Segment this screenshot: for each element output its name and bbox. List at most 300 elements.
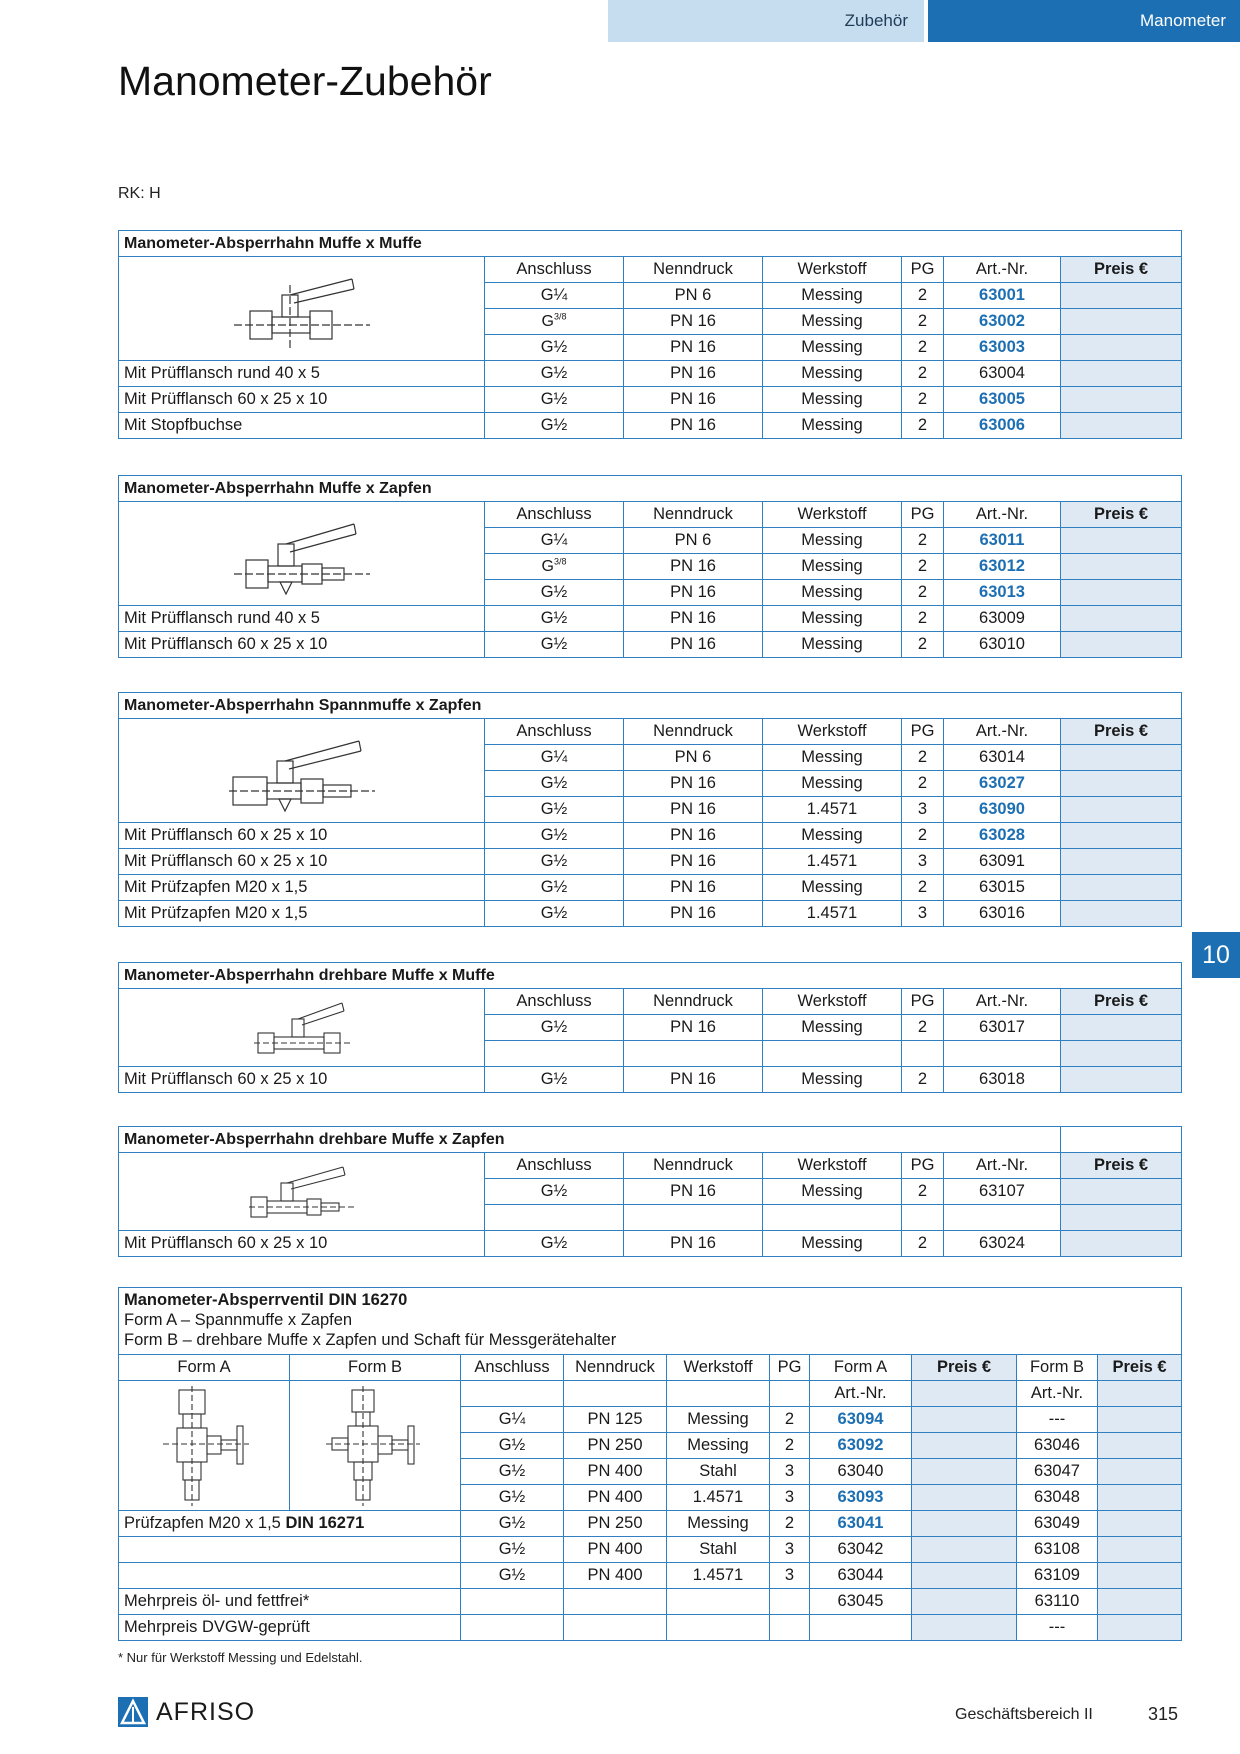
pg-cell: 2 [902, 335, 944, 361]
werkstoff-cell: Messing [763, 361, 902, 387]
col-header-nenndruck: Nenndruck [624, 719, 763, 745]
anschluss-cell: G½ [461, 1511, 564, 1537]
article-number-a-link[interactable]: 63094 [810, 1407, 912, 1433]
werkstoff-cell: 1.4571 [667, 1485, 770, 1511]
col-header-preis: Preis € [1061, 257, 1182, 283]
anschluss-cell [485, 554, 624, 580]
pruefzapfen-label: Prüfzapfen M20 x 1,5 [124, 1514, 286, 1532]
col-subheader-artnr-a: Art.-Nr. [810, 1381, 912, 1407]
col-header-artnr: Art.-Nr. [944, 502, 1061, 528]
empty-cell [770, 1381, 810, 1407]
article-number-link[interactable]: 63012 [944, 554, 1061, 580]
pg-cell: 2 [902, 580, 944, 606]
nenndruck-cell: PN 16 [624, 1067, 763, 1093]
anschluss-cell: G½ [485, 1015, 624, 1041]
afriso-logo [118, 1697, 255, 1727]
anschluss-cell: G¼ [485, 528, 624, 554]
valve-form-a-drawing-icon [149, 1386, 259, 1506]
form-b-description: Form B – drehbare Muffe x Zapfen und Schaft für Messgerätehalter [124, 1331, 617, 1349]
pg-cell: 2 [770, 1407, 810, 1433]
col-header-pg: PG [902, 1153, 944, 1179]
price-cell [1061, 606, 1182, 632]
price-cell [1061, 554, 1182, 580]
empty-cell [770, 1589, 810, 1615]
variant-label: Mit Prüfzapfen M20 x 1,5 [119, 901, 485, 927]
pg-cell: 2 [902, 283, 944, 309]
empty-cell [763, 1205, 902, 1231]
valve-drawing-icon [252, 995, 352, 1061]
anschluss-cell: G½ [485, 413, 624, 439]
nenndruck-cell: PN 16 [624, 849, 763, 875]
variant-label: Mit Stopfbuchse [119, 413, 485, 439]
section-header [119, 1288, 1182, 1355]
nenndruck-cell: PN 16 [624, 309, 763, 335]
col-header-werkstoff: Werkstoff [667, 1355, 770, 1381]
col-header-form-a: Form A [119, 1355, 290, 1381]
article-number-link[interactable]: 63013 [944, 580, 1061, 606]
table-row [119, 875, 1182, 901]
empty-cell [667, 1615, 770, 1641]
variant-label: Mit Prüfflansch rund 40 x 5 [119, 361, 485, 387]
variant-label [119, 1511, 461, 1537]
article-number-b: 63046 [1017, 1433, 1098, 1459]
pg-cell: 2 [902, 745, 944, 771]
empty-cell [944, 1205, 1061, 1231]
empty-cell [564, 1615, 667, 1641]
article-number-a-link[interactable]: 63092 [810, 1433, 912, 1459]
empty-cell [119, 1563, 461, 1589]
col-header-preis: Preis € [1061, 989, 1182, 1015]
article-number-b: 63048 [1017, 1485, 1098, 1511]
price-cell [1061, 849, 1182, 875]
pg-cell: 2 [902, 632, 944, 658]
pg-cell: 2 [902, 309, 944, 335]
anschluss-cell: G½ [485, 901, 624, 927]
variant-label: Mit Prüfflansch 60 x 25 x 10 [119, 632, 485, 658]
tab-manometer[interactable] [928, 0, 1240, 42]
col-header-nenndruck: Nenndruck [624, 257, 763, 283]
variant-label: Mit Prüfflansch 60 x 25 x 10 [119, 1067, 485, 1093]
article-number: 63014 [944, 745, 1061, 771]
anschluss-fraction: 3/8 [553, 556, 567, 567]
product-drawing [119, 257, 485, 361]
surcharge-label: Mehrpreis öl- und fettfrei* [119, 1589, 461, 1615]
col-header-artnr: Art.-Nr. [944, 989, 1061, 1015]
price-cell [912, 1485, 1017, 1511]
page-number: 315 [1148, 1704, 1179, 1724]
empty-cell [485, 1205, 624, 1231]
price-cell [1061, 335, 1182, 361]
price-cell [1061, 1205, 1182, 1231]
werkstoff-cell: Messing [763, 1067, 902, 1093]
price-cell [1098, 1589, 1182, 1615]
variant-label: Mit Prüfflansch rund 40 x 5 [119, 606, 485, 632]
price-cell [1061, 1041, 1182, 1067]
article-number: 63016 [944, 901, 1061, 927]
empty-cell [667, 1381, 770, 1407]
pg-cell: 2 [902, 413, 944, 439]
pg-cell: 2 [902, 823, 944, 849]
table-drehbare-muffe-x-zapfen [118, 1126, 1182, 1257]
werkstoff-cell: 1.4571 [763, 797, 902, 823]
price-cell [1098, 1485, 1182, 1511]
anschluss-cell: G½ [485, 797, 624, 823]
table-row [119, 387, 1182, 413]
section-title: Manometer-Absperrhahn drehbare Muffe x Zapfen [119, 1127, 1061, 1153]
anschluss-cell: G½ [485, 632, 624, 658]
pg-cell: 2 [902, 771, 944, 797]
price-cell [1098, 1381, 1182, 1407]
werkstoff-cell: Messing [763, 771, 902, 797]
article-number: 63009 [944, 606, 1061, 632]
empty-cell [944, 1041, 1061, 1067]
article-number-link[interactable]: 63005 [944, 387, 1061, 413]
nenndruck-cell: PN 250 [564, 1433, 667, 1459]
article-number-a: 63045 [810, 1589, 912, 1615]
empty-cell [461, 1589, 564, 1615]
price-cell [912, 1563, 1017, 1589]
col-header-artnr: Art.-Nr. [944, 257, 1061, 283]
price-cell [1061, 580, 1182, 606]
col-header-artnr: Art.-Nr. [944, 719, 1061, 745]
product-drawing [119, 719, 485, 823]
col-header-preis: Preis € [1061, 1153, 1182, 1179]
nenndruck-cell: PN 400 [564, 1459, 667, 1485]
valve-form-b-drawing-icon [320, 1386, 430, 1506]
article-number-link[interactable]: 63002 [944, 309, 1061, 335]
nenndruck-cell: PN 16 [624, 823, 763, 849]
werkstoff-cell: 1.4571 [763, 901, 902, 927]
anschluss-cell: G½ [461, 1485, 564, 1511]
price-cell [1098, 1511, 1182, 1537]
werkstoff-cell: Stahl [667, 1537, 770, 1563]
col-header-preis-a: Preis € [912, 1355, 1017, 1381]
nenndruck-cell: PN 16 [624, 580, 763, 606]
article-number-a: 63044 [810, 1563, 912, 1589]
empty-cell [902, 1041, 944, 1067]
pg-cell: 2 [902, 554, 944, 580]
anschluss-g: G [541, 313, 554, 331]
pg-cell: 3 [770, 1537, 810, 1563]
price-cell [1061, 528, 1182, 554]
nenndruck-cell: PN 16 [624, 361, 763, 387]
tab-zubehoer-label: Zubehör [844, 11, 908, 30]
article-number-b: 63049 [1017, 1511, 1098, 1537]
col-header-anschluss: Anschluss [461, 1355, 564, 1381]
article-number: 63017 [944, 1015, 1061, 1041]
nenndruck-cell: PN 400 [564, 1563, 667, 1589]
pg-cell: 3 [770, 1459, 810, 1485]
price-cell [1061, 1067, 1182, 1093]
empty-cell [564, 1381, 667, 1407]
col-header-werkstoff: Werkstoff [763, 1153, 902, 1179]
empty-cell [902, 1205, 944, 1231]
table-row [119, 606, 1182, 632]
nenndruck-cell: PN 16 [624, 606, 763, 632]
price-cell [1098, 1563, 1182, 1589]
pg-cell: 3 [902, 849, 944, 875]
anschluss-cell: G½ [485, 875, 624, 901]
article-number-b: --- [1017, 1407, 1098, 1433]
anschluss-cell [485, 309, 624, 335]
tab-manometer-label: Manometer [1140, 11, 1226, 30]
price-cell [1061, 1231, 1182, 1257]
col-header-nenndruck: Nenndruck [624, 989, 763, 1015]
price-cell [1061, 1179, 1182, 1205]
price-cell [1061, 361, 1182, 387]
anschluss-cell: G½ [485, 1067, 624, 1093]
col-header-preis: Preis € [1061, 719, 1182, 745]
col-header-nenndruck: Nenndruck [624, 1153, 763, 1179]
table-row [119, 361, 1182, 387]
nenndruck-cell: PN 16 [624, 1231, 763, 1257]
article-number-b: 63110 [1017, 1589, 1098, 1615]
article-number-b: 63109 [1017, 1563, 1098, 1589]
price-cell [1061, 1015, 1182, 1041]
table-row [119, 1563, 1182, 1589]
col-header-anschluss: Anschluss [485, 719, 624, 745]
price-cell [912, 1433, 1017, 1459]
article-number-b: 63108 [1017, 1537, 1098, 1563]
footer-division: Geschäftsbereich II [955, 1706, 1093, 1723]
anschluss-cell: G½ [485, 580, 624, 606]
col-header-anschluss: Anschluss [485, 502, 624, 528]
article-number: 63018 [944, 1067, 1061, 1093]
pg-cell: 3 [902, 901, 944, 927]
price-cell [1098, 1459, 1182, 1485]
col-header-pg: PG [902, 719, 944, 745]
pg-cell: 3 [902, 797, 944, 823]
article-number-link[interactable]: 63011 [944, 528, 1061, 554]
price-cell [1098, 1615, 1182, 1641]
pg-cell: 3 [770, 1485, 810, 1511]
anschluss-cell: G½ [461, 1459, 564, 1485]
nenndruck-cell: PN 6 [624, 528, 763, 554]
din-standard: DIN 16271 [285, 1514, 365, 1532]
empty-cell [810, 1615, 912, 1641]
werkstoff-cell: Messing [763, 606, 902, 632]
werkstoff-cell: Messing [763, 580, 902, 606]
nenndruck-cell: PN 16 [624, 875, 763, 901]
surcharge-label: Mehrpreis DVGW-geprüft [119, 1615, 461, 1641]
anschluss-cell: G½ [485, 771, 624, 797]
price-cell [1061, 823, 1182, 849]
pg-cell: 2 [902, 1179, 944, 1205]
nenndruck-cell: PN 6 [624, 745, 763, 771]
col-header-artnr: Art.-Nr. [944, 1153, 1061, 1179]
article-number-a-link[interactable]: 63041 [810, 1511, 912, 1537]
col-header-preis-b: Preis € [1098, 1355, 1182, 1381]
pg-cell: 2 [902, 875, 944, 901]
nenndruck-cell: PN 16 [624, 771, 763, 797]
anschluss-cell: G½ [485, 1179, 624, 1205]
form-a-description: Form A – Spannmuffe x Zapfen [124, 1311, 353, 1329]
pg-cell: 2 [902, 1067, 944, 1093]
anschluss-g38 [542, 313, 567, 330]
anschluss-cell: G½ [461, 1537, 564, 1563]
werkstoff-cell: Messing [763, 283, 902, 309]
col-header-preis: Preis € [1061, 502, 1182, 528]
product-drawing [119, 1153, 485, 1231]
empty-cell [564, 1589, 667, 1615]
price-cell [1061, 387, 1182, 413]
article-number-link[interactable]: 63006 [944, 413, 1061, 439]
pg-cell: 2 [770, 1511, 810, 1537]
anschluss-cell: G½ [485, 387, 624, 413]
article-number: 63015 [944, 875, 1061, 901]
afriso-logo-icon [118, 1697, 148, 1727]
price-cell [912, 1589, 1017, 1615]
werkstoff-cell: Messing [763, 554, 902, 580]
article-number-link[interactable]: 63003 [944, 335, 1061, 361]
empty-cell [763, 1041, 902, 1067]
nenndruck-cell: PN 16 [624, 413, 763, 439]
nenndruck-cell: PN 16 [624, 554, 763, 580]
anschluss-g: G [541, 558, 554, 576]
empty-cell [461, 1381, 564, 1407]
pg-cell: 2 [902, 528, 944, 554]
col-header-werkstoff: Werkstoff [763, 502, 902, 528]
product-drawing [119, 989, 485, 1067]
price-cell [912, 1511, 1017, 1537]
anschluss-g38 [542, 558, 567, 575]
werkstoff-cell: Stahl [667, 1459, 770, 1485]
col-header-anschluss: Anschluss [485, 1153, 624, 1179]
empty-cell [624, 1041, 763, 1067]
nenndruck-cell: PN 16 [624, 1015, 763, 1041]
table-row [119, 823, 1182, 849]
price-cell [1061, 797, 1182, 823]
price-cell [912, 1537, 1017, 1563]
article-number: 63024 [944, 1231, 1061, 1257]
page-title: Manometer-Zubehör [118, 58, 492, 104]
table-row [119, 1589, 1182, 1615]
col-header-form-b-art: Form B [1017, 1355, 1098, 1381]
table-row [119, 1537, 1182, 1563]
price-cell [912, 1407, 1017, 1433]
anschluss-cell: G½ [485, 335, 624, 361]
article-number-a-link[interactable]: 63093 [810, 1485, 912, 1511]
valve-drawing-icon [232, 265, 372, 353]
nenndruck-cell: PN 400 [564, 1485, 667, 1511]
table-absperrventil-din-16270 [118, 1287, 1182, 1641]
article-number-link[interactable]: 63090 [944, 797, 1061, 823]
col-header-werkstoff: Werkstoff [763, 257, 902, 283]
price-cell [1098, 1407, 1182, 1433]
table-row [119, 1511, 1182, 1537]
section-title: Manometer-Absperrventil DIN 16270 [124, 1291, 408, 1309]
article-number-a: 63040 [810, 1459, 912, 1485]
werkstoff-cell: Messing [763, 528, 902, 554]
col-header-werkstoff: Werkstoff [763, 989, 902, 1015]
article-number: 63010 [944, 632, 1061, 658]
price-cell [912, 1615, 1017, 1641]
werkstoff-cell: Messing [763, 823, 902, 849]
anschluss-cell: G½ [485, 823, 624, 849]
nenndruck-cell: PN 16 [624, 387, 763, 413]
article-number-b: 63047 [1017, 1459, 1098, 1485]
price-cell [1061, 283, 1182, 309]
werkstoff-cell: Messing [763, 745, 902, 771]
article-number-link[interactable]: 63027 [944, 771, 1061, 797]
werkstoff-cell: Messing [763, 1179, 902, 1205]
nenndruck-cell: PN 16 [624, 901, 763, 927]
footnote: * Nur für Werkstoff Messing und Edelstahl. [118, 1650, 363, 1665]
nenndruck-cell: PN 16 [624, 335, 763, 361]
section-title: Manometer-Absperrhahn Muffe x Zapfen [119, 476, 1182, 502]
price-cell [912, 1459, 1017, 1485]
col-header-form-b: Form B [290, 1355, 461, 1381]
werkstoff-cell: Messing [763, 413, 902, 439]
article-number-link[interactable]: 63001 [944, 283, 1061, 309]
werkstoff-cell: Messing [763, 1231, 902, 1257]
anschluss-cell: G½ [461, 1563, 564, 1589]
table-muffe-x-zapfen [118, 475, 1182, 658]
form-a-drawing [119, 1381, 290, 1511]
table-row [119, 1231, 1182, 1257]
col-header-pg: PG [770, 1355, 810, 1381]
col-header-pg: PG [902, 502, 944, 528]
table-row [119, 901, 1182, 927]
pg-cell: 2 [770, 1433, 810, 1459]
pg-cell: 2 [902, 387, 944, 413]
article-number-link[interactable]: 63028 [944, 823, 1061, 849]
variant-label: Mit Prüfflansch 60 x 25 x 10 [119, 387, 485, 413]
anschluss-cell: G½ [485, 1231, 624, 1257]
article-number: 63004 [944, 361, 1061, 387]
price-cell [1061, 632, 1182, 658]
price-cell [1061, 875, 1182, 901]
werkstoff-cell: Messing [667, 1511, 770, 1537]
valve-drawing-icon [247, 1159, 357, 1225]
section-title: Manometer-Absperrhahn Muffe x Muffe [119, 231, 1182, 257]
werkstoff-cell: Messing [763, 309, 902, 335]
anschluss-cell: G½ [485, 849, 624, 875]
werkstoff-cell: Messing [763, 875, 902, 901]
empty-cell [119, 1537, 461, 1563]
col-header-nenndruck: Nenndruck [624, 502, 763, 528]
afriso-logo-text: AFRISO [156, 1697, 256, 1726]
nenndruck-cell: PN 16 [624, 1179, 763, 1205]
article-number-b: --- [1017, 1615, 1098, 1641]
anschluss-cell: G¼ [461, 1407, 564, 1433]
werkstoff-cell: Messing [763, 632, 902, 658]
col-header-pg: PG [902, 257, 944, 283]
table-row [119, 1615, 1182, 1641]
werkstoff-cell: Messing [763, 387, 902, 413]
table-row [119, 1067, 1182, 1093]
werkstoff-cell: 1.4571 [763, 849, 902, 875]
werkstoff-cell: Messing [667, 1433, 770, 1459]
pg-cell: 2 [902, 606, 944, 632]
werkstoff-cell: 1.4571 [667, 1563, 770, 1589]
table-row [119, 632, 1182, 658]
nenndruck-cell: PN 6 [624, 283, 763, 309]
werkstoff-cell: Messing [763, 1015, 902, 1041]
price-cell [1061, 745, 1182, 771]
col-header-pg: PG [902, 989, 944, 1015]
empty-cell [624, 1205, 763, 1231]
chapter-marker: 10 [1192, 932, 1240, 978]
anschluss-cell: G¼ [485, 745, 624, 771]
col-header-anschluss: Anschluss [485, 989, 624, 1015]
anschluss-cell: G¼ [485, 283, 624, 309]
tab-zubehoer[interactable] [608, 0, 924, 42]
anschluss-cell: G½ [485, 606, 624, 632]
nenndruck-cell: PN 16 [624, 632, 763, 658]
price-cell [1061, 413, 1182, 439]
col-header-nenndruck: Nenndruck [564, 1355, 667, 1381]
